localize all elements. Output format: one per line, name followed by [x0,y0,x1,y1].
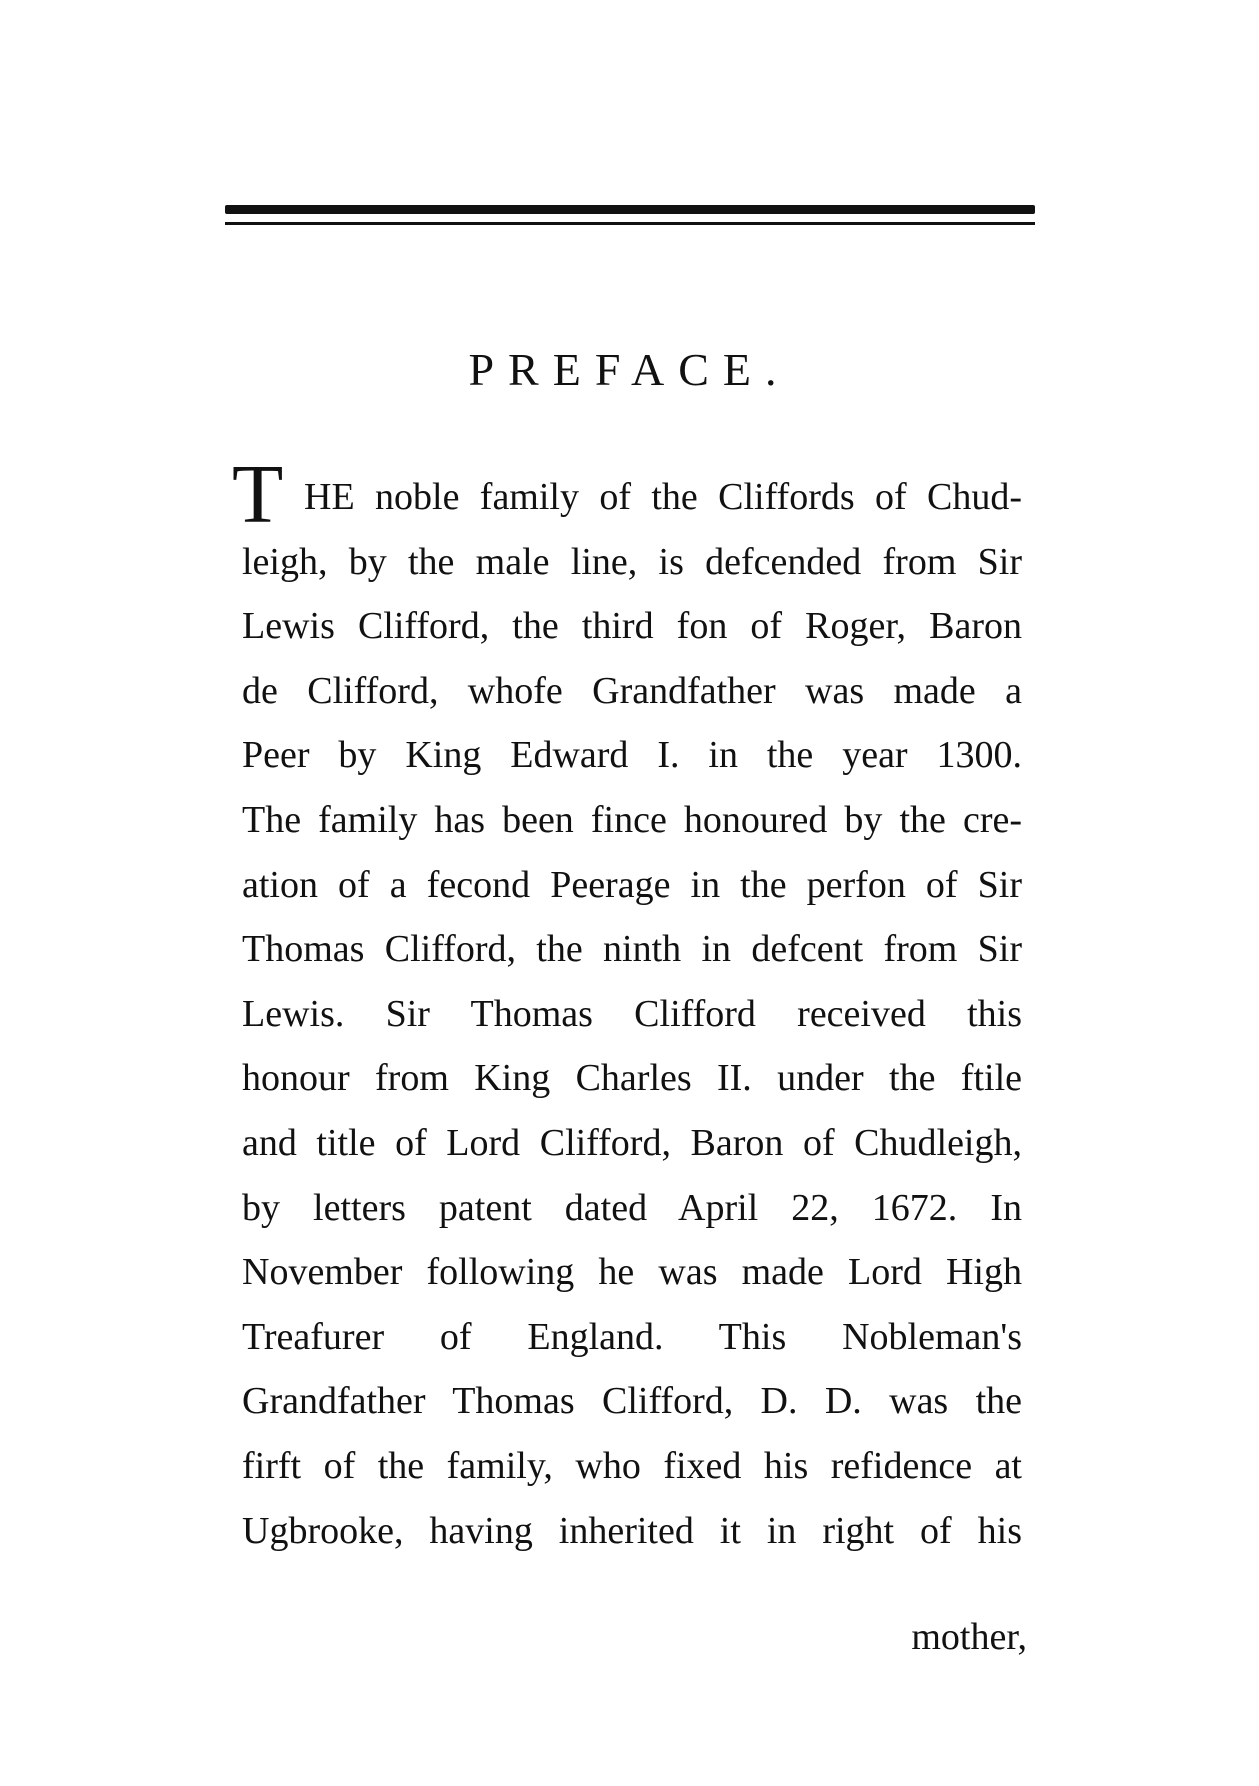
text-line-1 [232,448,1022,541]
text-line: Treafurer of England. This Nobleman's [242,1315,1022,1358]
text-line: Lewis Clifford, the third fon of Roger, Baron [242,605,1022,648]
text-line: Peer by King Edward I. in the year 1300. [242,734,1022,777]
text-line: honour from King Charles II. under the ftile [242,1057,1022,1100]
text-line: and title of Lord Clifford, Baron of Chudleigh, [242,1121,1022,1164]
text-line: Grandfather Thomas Clifford, D. D. was the [242,1380,1022,1423]
drop-cap: T [232,448,284,541]
text-line: firft of the family, who fixed his refidence at [242,1444,1022,1487]
text-line: November following he was made Lord High [242,1251,1022,1294]
ornamental-rule-thin [225,222,1035,225]
text-line: The family has been fince honoured by the cre- [242,798,1022,841]
ornamental-rule-thick [225,205,1035,214]
text-line: Thomas Clifford, the ninth in defcent from Sir [242,928,1022,971]
text-line: Ugbrooke, having inherited it in right of his [242,1509,1022,1552]
preface-text [232,448,1022,1563]
first-line-text: HE noble family of the Cliffords of Chud- [304,476,1022,518]
text-line: Lewis. Sir Thomas Clifford received this [242,992,1022,1035]
text-line: by letters patent dated April 22, 1672. In [242,1186,1022,1229]
text-line: ation of a fecond Peerage in the perfon of Sir [242,863,1022,906]
text-line: de Clifford, whofe Grandfather was made a [242,669,1022,712]
text-line: leigh, by the male line, is defcended from Sir [242,540,1022,583]
page-heading: PREFACE. [468,344,791,395]
catchword: mother, [911,1616,1027,1658]
